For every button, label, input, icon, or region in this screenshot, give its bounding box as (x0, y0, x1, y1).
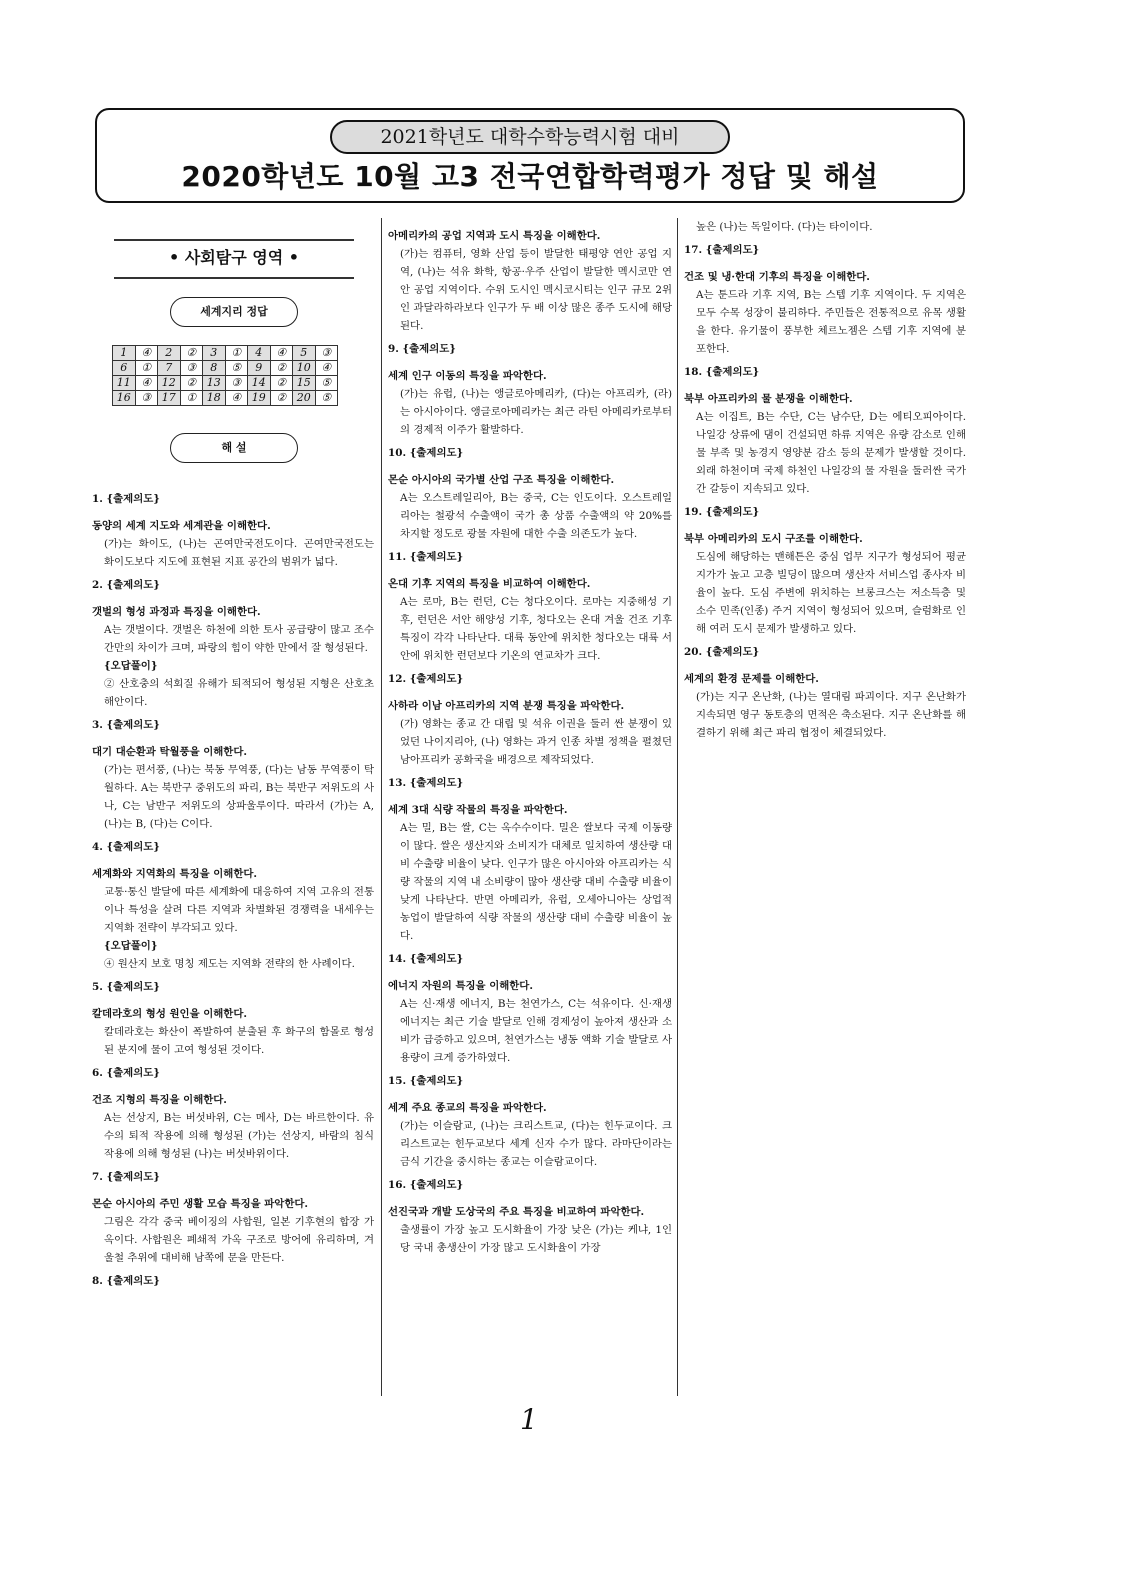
answer-value: ② (270, 361, 293, 376)
answer-value: ③ (180, 361, 203, 376)
question-number: 7 (158, 361, 181, 376)
answer-value: ⑤ (315, 376, 338, 391)
question-number: 18 (203, 391, 226, 406)
question-number-label: 19. {출제의도} (684, 506, 760, 518)
question-block (92, 716, 374, 833)
question-block (388, 774, 672, 945)
question-number: 1 (113, 346, 136, 361)
question-intent: 대기 대순환과 탁월풍을 이해한다. (92, 746, 247, 758)
answer-value: ① (135, 361, 158, 376)
answer-value: ③ (315, 346, 338, 361)
explanation-text: (가)는 유럽, (나)는 앵글로아메리카, (다)는 아프리카, (라)는 아시아이다. 앵글로아메리카는 최근 라틴 아메리카로부터의 경제적 이주가 활발하다. (400, 388, 672, 436)
answer-value: ② (180, 346, 203, 361)
answer-label: 세계지리 정답 (170, 297, 298, 327)
explanation-text: A는 신·재생 에너지, B는 천연가스, C는 석유이다. 신·재생 에너지는 최근 기술 발달로 인해 경제성이 높아져 생산과 소비가 급증하고 있으며, 천연가스는 냉동 액화 기술 발달로 사용량이 크게 증가하였다. (400, 998, 672, 1064)
question-number-label: 16. {출제의도} (388, 1179, 464, 1191)
question-number-label: 6. {출제의도} (92, 1067, 160, 1079)
question-number-label: 12. {출제의도} (388, 673, 464, 685)
question-block (684, 643, 966, 742)
question-block (684, 241, 966, 358)
column-3 (684, 218, 966, 742)
question-block (92, 1064, 374, 1163)
answer-value: ③ (225, 376, 248, 391)
wrong-answer-text: ④ 원산지 보호 명칭 제도는 지역화 전략의 한 사례이다. (104, 958, 355, 970)
answer-value: ③ (135, 391, 158, 406)
question-block (388, 1176, 672, 1257)
question-intent: 세계 주요 종교의 특징을 파악한다. (388, 1102, 547, 1114)
question-block (92, 1168, 374, 1267)
explanation-text: 출생률이 가장 높고 도시화율이 가장 낮은 (가)는 케냐, 1인당 국내 총생산이 가장 많고 도시화율이 가장 (400, 1224, 672, 1254)
question-intent: 세계 3대 식량 작물의 특징을 파악한다. (388, 804, 568, 816)
question-number-label: 7. {출제의도} (92, 1171, 160, 1183)
question-intent: 건조 및 냉·한대 기후의 특징을 이해한다. (684, 271, 870, 283)
question-number-label: 13. {출제의도} (388, 777, 464, 789)
question-number: 3 (203, 346, 226, 361)
exam-label: 2021학년도 대학수학능력시험 대비 (330, 120, 730, 154)
question-number: 12 (158, 376, 181, 391)
question-number-label: 2. {출제의도} (92, 579, 160, 591)
question-block (388, 227, 672, 335)
column-2 (388, 218, 672, 1257)
question-number-label: 11. {출제의도} (388, 551, 464, 563)
answer-value: ② (180, 376, 203, 391)
explanation-text: A는 툰드라 기후 지역, B는 스텝 기후 지역이다. 두 지역은 모두 수목 성장이 불리하다. 주민들은 전통적으로 유목 생활을 한다. 유기물이 풍부한 체르노젬은 스텝 기후 지역에 분포한다. (696, 289, 966, 355)
question-intent: 세계화와 지역화의 특징을 이해한다. (92, 868, 258, 880)
answer-value: ④ (225, 391, 248, 406)
explanation-text: (가)는 화이도, (나)는 곤여만국전도이다. 곤여만국전도는 화이도보다 지도에 표현된 지표 공간의 범위가 넓다. (104, 538, 374, 568)
question-block (92, 576, 374, 711)
wrong-answer-label: {오답풀이} (104, 660, 158, 672)
wrong-answer-text: ② 산호충의 석회질 유해가 퇴적되어 형성된 지형은 산호초 해안이다. (104, 678, 374, 708)
question-number-label: 14. {출제의도} (388, 953, 464, 965)
question-intent: 사하라 이남 아프리카의 지역 분쟁 특징을 파악한다. (388, 700, 625, 712)
question-number: 16 (113, 391, 136, 406)
explanation-text: (가)는 컴퓨터, 영화 산업 등이 발달한 태평양 연안 공업 지역, (나)는 석유 화학, 항공·우주 산업이 발달한 멕시코만 연안 공업 지역이다. 수위 도시인 멕시코시티는 인구 규모 2위인 과달라하라보다 인구가 두 배 이상 많은 종주 도시에 해당된다. (400, 248, 672, 332)
question-number: 6 (113, 361, 136, 376)
question-number: 4 (248, 346, 271, 361)
question-block (92, 1272, 374, 1290)
question-number-label: 17. {출제의도} (684, 244, 760, 256)
question-intent: 몬순 아시아의 국가별 산업 구조 특징을 이해한다. (388, 474, 615, 486)
explanation-text: A는 밀, B는 쌀, C는 옥수수이다. 밀은 쌀보다 국제 이동량이 많다. 쌀은 생산지와 소비지가 대체로 일치하여 생산량 대비 수출량 비율이 낮다. 인구가 많은 아시아와 아프리카는 식량 작물의 지역 내 소비량이 많아 생산량 대비 수출량 비율이 낮게 나타난다. 반면 아메리카, 유럽, 오세아니아는 상업적 농업이 발달하여 식량 작물의 생산량 대비 수출량 비율이 높다. (400, 822, 672, 942)
explanation-text: (가)는 편서풍, (나)는 북동 무역풍, (다)는 남동 무역풍이 탁월하다. A는 북반구 중위도의 파리, B는 북반구 저위도의 사나, C는 남반구 저위도의 상파울루이다. 따라서 (가)는 A, (나)는 B, (다)는 C이다. (104, 764, 374, 830)
answer-value: ② (270, 376, 293, 391)
answer-value: ① (225, 346, 248, 361)
answer-value: ④ (270, 346, 293, 361)
explanation-text: A는 로마, B는 런던, C는 청다오이다. 로마는 지중해성 기후, 런던은 서안 해양성 기후, 청다오는 온대 겨울 건조 기후 특징이 각각 나타난다. 대륙 동안에 위치한 청다오는 대륙 서안에 위치한 런던보다 기온의 연교차가 크다. (400, 596, 672, 662)
answer-value: ① (180, 391, 203, 406)
explanation-text: 그림은 각각 중국 베이징의 사합원, 일본 기후현의 합장 가옥이다. 사합원은 폐쇄적 가옥 구조로 방어에 유리하며, 겨울철 추위에 대비해 남쪽에 문을 만든다. (104, 1216, 374, 1264)
explanation-text: A는 오스트레일리아, B는 중국, C는 인도이다. 오스트레일리아는 철광석 수출액이 국가 총 상품 수출액의 약 20%를 차지할 정도로 광물 자원에 대한 수출 의존도가 높다. (400, 492, 672, 540)
question-number: 2 (158, 346, 181, 361)
question-intent: 북부 아프리카의 물 분쟁을 이해한다. (684, 393, 853, 405)
explanation-text: A는 이집트, B는 수단, C는 남수단, D는 에티오피아이다. 나일강 상류에 댐이 건설되면 하류 지역은 유량 감소로 인해 물 부족 및 농경지 영양분 감소 등의 문제가 발생할 것이다. 외래 하천이며 국제 하천인 나일강의 물 자원을 둘러싼 국가 간 갈등이 지속되고 있다. (696, 411, 966, 495)
explanation-text: A는 선상지, B는 버섯바위, C는 메사, D는 바르한이다. 유수의 퇴적 작용에 의해 형성된 (가)는 선상지, 바람의 침식 작용에 의해 형성된 (나)는 버섯바위이다. (104, 1112, 374, 1160)
question-intent: 동양의 세계 지도와 세계관을 이해한다. (92, 520, 271, 532)
answer-value: ④ (135, 376, 158, 391)
question-intent: 세계 인구 이동의 특징을 파악한다. (388, 370, 547, 382)
question-number-label: 3. {출제의도} (92, 719, 160, 731)
question-number-label: 18. {출제의도} (684, 366, 760, 378)
answer-value: ⑤ (315, 391, 338, 406)
explanation-text: 도심에 해당하는 맨해튼은 중심 업무 지구가 형성되어 평균 지가가 높고 고층 빌딩이 많으며 생산자 서비스업 종사자 비율이 높다. 도심 주변에 위치하는 브롱크스는 저소득층 및 소수 민족(인종) 주거 지역이 형성되어 있으며, 슬럼화로 인해 여러 도시 문제가 발생하고 있다. (696, 551, 966, 635)
question-block (92, 838, 374, 973)
section-heading: • 사회탐구 영역 • (114, 239, 354, 279)
question-number: 20 (293, 391, 316, 406)
answer-value: ② (270, 391, 293, 406)
question-block (684, 503, 966, 638)
question-block (388, 444, 672, 543)
question-number: 19 (248, 391, 271, 406)
question-intent: 아메리카의 공업 지역과 도시 특징을 이해한다. (388, 230, 601, 242)
question-intent: 선진국과 개발 도상국의 주요 특징을 비교하여 파악한다. (388, 1206, 645, 1218)
question-block (388, 548, 672, 665)
question-intent: 온대 기후 지역의 특징을 비교하여 이해한다. (388, 578, 591, 590)
answer-row (113, 346, 338, 361)
question-block (684, 218, 966, 236)
question-intent: 갯벌의 형성 과정과 특징을 이해한다. (92, 606, 261, 618)
question-number: 8 (203, 361, 226, 376)
explanation-text: 교통·통신 발달에 따른 세계화에 대응하여 지역 고유의 전통이나 특성을 살려 다른 지역과 차별화된 경쟁력을 내세우는 지역화 전략이 부각되고 있다. (104, 886, 374, 934)
question-number: 10 (293, 361, 316, 376)
explanation-text: (가)는 지구 온난화, (나)는 열대림 파괴이다. 지구 온난화가 지속되면 영구 동토층의 면적은 축소된다. 지구 온난화를 해결하기 위해 최근 파리 협정이 체결되었다. (696, 691, 966, 739)
column-divider (381, 218, 382, 1396)
question-number: 15 (293, 376, 316, 391)
explanation-text: 칼데라호는 화산이 폭발하여 분출된 후 화구의 함몰로 형성된 분지에 물이 고여 형성된 것이다. (104, 1026, 374, 1056)
question-number: 5 (293, 346, 316, 361)
answer-table (112, 345, 338, 406)
explanation-text: 높은 (나)는 독일이다. (다)는 타이이다. (696, 221, 873, 233)
answer-value: ④ (135, 346, 158, 361)
explanation-text: A는 갯벌이다. 갯벌은 하천에 의한 토사 공급량이 많고 조수 간만의 차이가 크며, 파랑의 힘이 약한 만에서 잘 형성된다. (104, 624, 374, 654)
question-block (92, 978, 374, 1059)
question-number-label: 15. {출제의도} (388, 1075, 464, 1087)
question-number-label: 4. {출제의도} (92, 841, 160, 853)
question-number-label: 20. {출제의도} (684, 646, 760, 658)
question-number-label: 1. {출제의도} (92, 493, 160, 505)
question-number: 11 (113, 376, 136, 391)
question-intent: 에너지 자원의 특징을 이해한다. (388, 980, 533, 992)
wrong-answer-label: {오답풀이} (104, 940, 158, 952)
question-number: 13 (203, 376, 226, 391)
question-block (684, 363, 966, 498)
explanation-text: (가)는 이슬람교, (나)는 크리스트교, (다)는 힌두교이다. 크리스트교는 힌두교보다 세계 신자 수가 많다. 라마단이라는 금식 기간을 중시하는 종교는 이슬람교이다. (400, 1120, 672, 1168)
question-block (388, 340, 672, 439)
explanation-label: 해 설 (170, 433, 298, 463)
explanation-text: (가) 영화는 종교 간 대립 및 석유 이권을 둘러 싼 분쟁이 있었던 나이지리아, (나) 영화는 과거 인종 차별 정책을 펼쳤던 남아프리카 공화국을 배경으로 제작되었다. (400, 718, 672, 766)
answer-row (113, 376, 338, 391)
answer-value: ④ (315, 361, 338, 376)
question-block (388, 950, 672, 1067)
question-number-label: 10. {출제의도} (388, 447, 464, 459)
question-number: 9 (248, 361, 271, 376)
question-block (388, 1072, 672, 1171)
page-number: 1 (520, 1403, 538, 1436)
question-intent: 칼데라호의 형성 원인을 이해한다. (92, 1008, 247, 1020)
column-divider (677, 218, 678, 1396)
question-intent: 건조 지형의 특징을 이해한다. (92, 1094, 227, 1106)
question-intent: 세계의 환경 문제를 이해한다. (684, 673, 819, 685)
column-1 (92, 485, 374, 1290)
page-title: 2020학년도 10월 고3 전국연합학력평가 정답 및 해설 (181, 160, 879, 193)
question-block (388, 670, 672, 769)
answer-row (113, 361, 338, 376)
answer-value: ⑤ (225, 361, 248, 376)
question-number-label: 5. {출제의도} (92, 981, 160, 993)
answer-row (113, 391, 338, 406)
question-number: 17 (158, 391, 181, 406)
question-block (92, 490, 374, 571)
question-intent: 북부 아메리카의 도시 구조를 이해한다. (684, 533, 863, 545)
question-number: 14 (248, 376, 271, 391)
question-number-label: 9. {출제의도} (388, 343, 456, 355)
question-number-label: 8. {출제의도} (92, 1275, 160, 1287)
question-intent: 몬순 아시아의 주민 생활 모습 특징을 파악한다. (92, 1198, 309, 1210)
